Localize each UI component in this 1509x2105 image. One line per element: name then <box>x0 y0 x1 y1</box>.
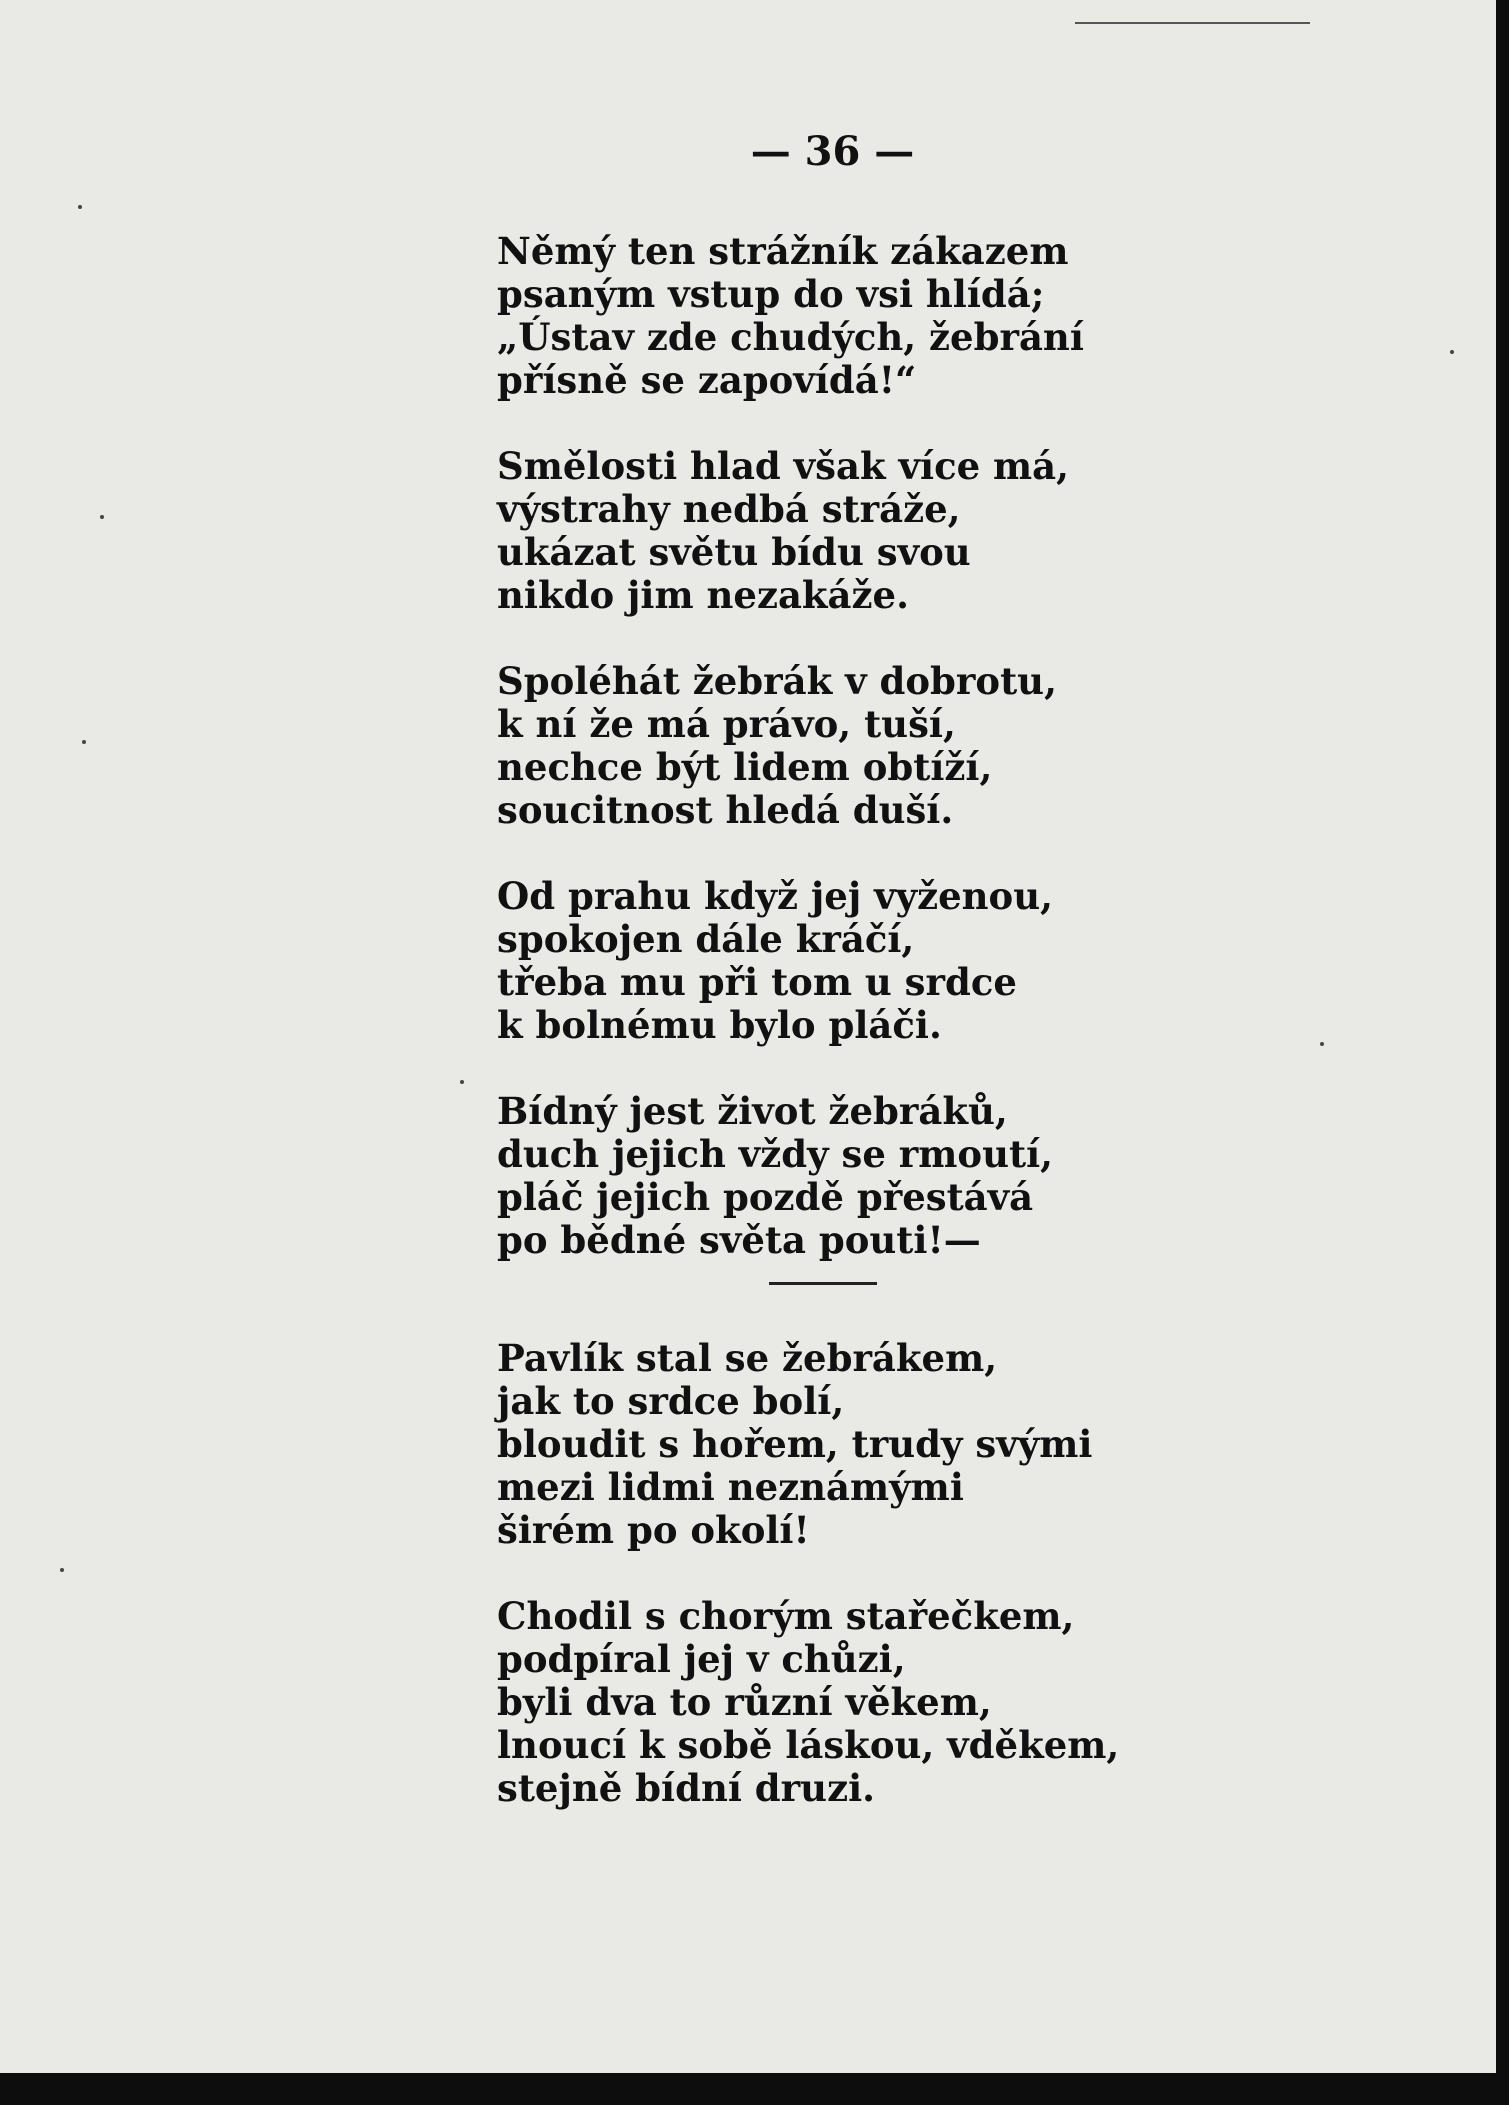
verse-line: jak to srdce bolí, <box>497 1379 845 1423</box>
verse-line: nikdo jim nezakáže. <box>497 573 909 617</box>
stanza <box>497 1337 1119 1552</box>
verse-line: přísně se zapovídá!“ <box>497 358 917 402</box>
speck <box>100 515 104 519</box>
page-number: — 36 — <box>750 128 915 175</box>
stanza <box>497 230 1119 402</box>
verse-line: širém po okolí! <box>497 1508 810 1552</box>
scan-edge-line <box>1075 22 1310 24</box>
stanza <box>497 1090 1119 1262</box>
verse-line: lnoucí k sobě láskou, vděkem, <box>497 1723 1120 1767</box>
verse-line: bloudit s hořem, trudy svými <box>497 1422 1093 1466</box>
speck <box>1320 1042 1324 1046</box>
verse-line: ukázat světu bídu svou <box>497 530 971 574</box>
stanza <box>497 1595 1119 1810</box>
verse-line: mezi lidmi neznámými <box>497 1465 964 1509</box>
verse-line: k bolnému bylo pláči. <box>497 1003 942 1047</box>
verse-line: třeba mu při tom u srdce <box>497 960 1017 1004</box>
speck <box>460 1080 464 1084</box>
verse-line: k ní že má právo, tuší, <box>497 702 956 746</box>
verse-line: „Ústav zde chudých, žebrání <box>497 315 1084 359</box>
section-divider <box>769 1282 877 1285</box>
stanza <box>497 445 1119 617</box>
verse-line: Od prahu když jej vyženou, <box>497 874 1054 918</box>
verse-line: výstrahy nedbá stráže, <box>497 487 961 531</box>
verse-line: stejně bídní druzi. <box>497 1766 876 1810</box>
verse-line: pláč jejich pozdě přestává <box>497 1175 1034 1219</box>
stanza <box>497 875 1119 1047</box>
verse-line: Pavlík stal se žebrákem, <box>497 1336 998 1380</box>
speck <box>60 1568 64 1572</box>
speck <box>82 740 86 744</box>
verse-line: Smělosti hlad však více má, <box>497 444 1070 488</box>
verse-line: psaným vstup do vsi hlídá; <box>497 272 1045 316</box>
speck <box>78 205 82 209</box>
verse-line: byli dva to různí věkem, <box>497 1680 992 1724</box>
verse-line: spokojen dále kráčí, <box>497 917 915 961</box>
verse-line: Chodil s chorým stařečkem, <box>497 1594 1075 1638</box>
poem <box>497 230 1119 1853</box>
verse-line: po bědné světa pouti!— <box>497 1218 981 1262</box>
verse-line: soucitnost hledá duší. <box>497 788 954 832</box>
speck <box>1450 350 1454 354</box>
stanza <box>497 660 1119 832</box>
verse-line: Němý ten strážník zákazem <box>497 229 1069 273</box>
verse-line: Spoléhát žebrák v dobrotu, <box>497 659 1057 703</box>
verse-line: duch jejich vždy se rmoutí, <box>497 1132 1054 1176</box>
verse-line: podpíral jej v chůzi, <box>497 1637 906 1681</box>
verse-line: Bídný jest život žebráků, <box>497 1089 1008 1133</box>
verse-line: nechce být lidem obtíží, <box>497 745 993 789</box>
